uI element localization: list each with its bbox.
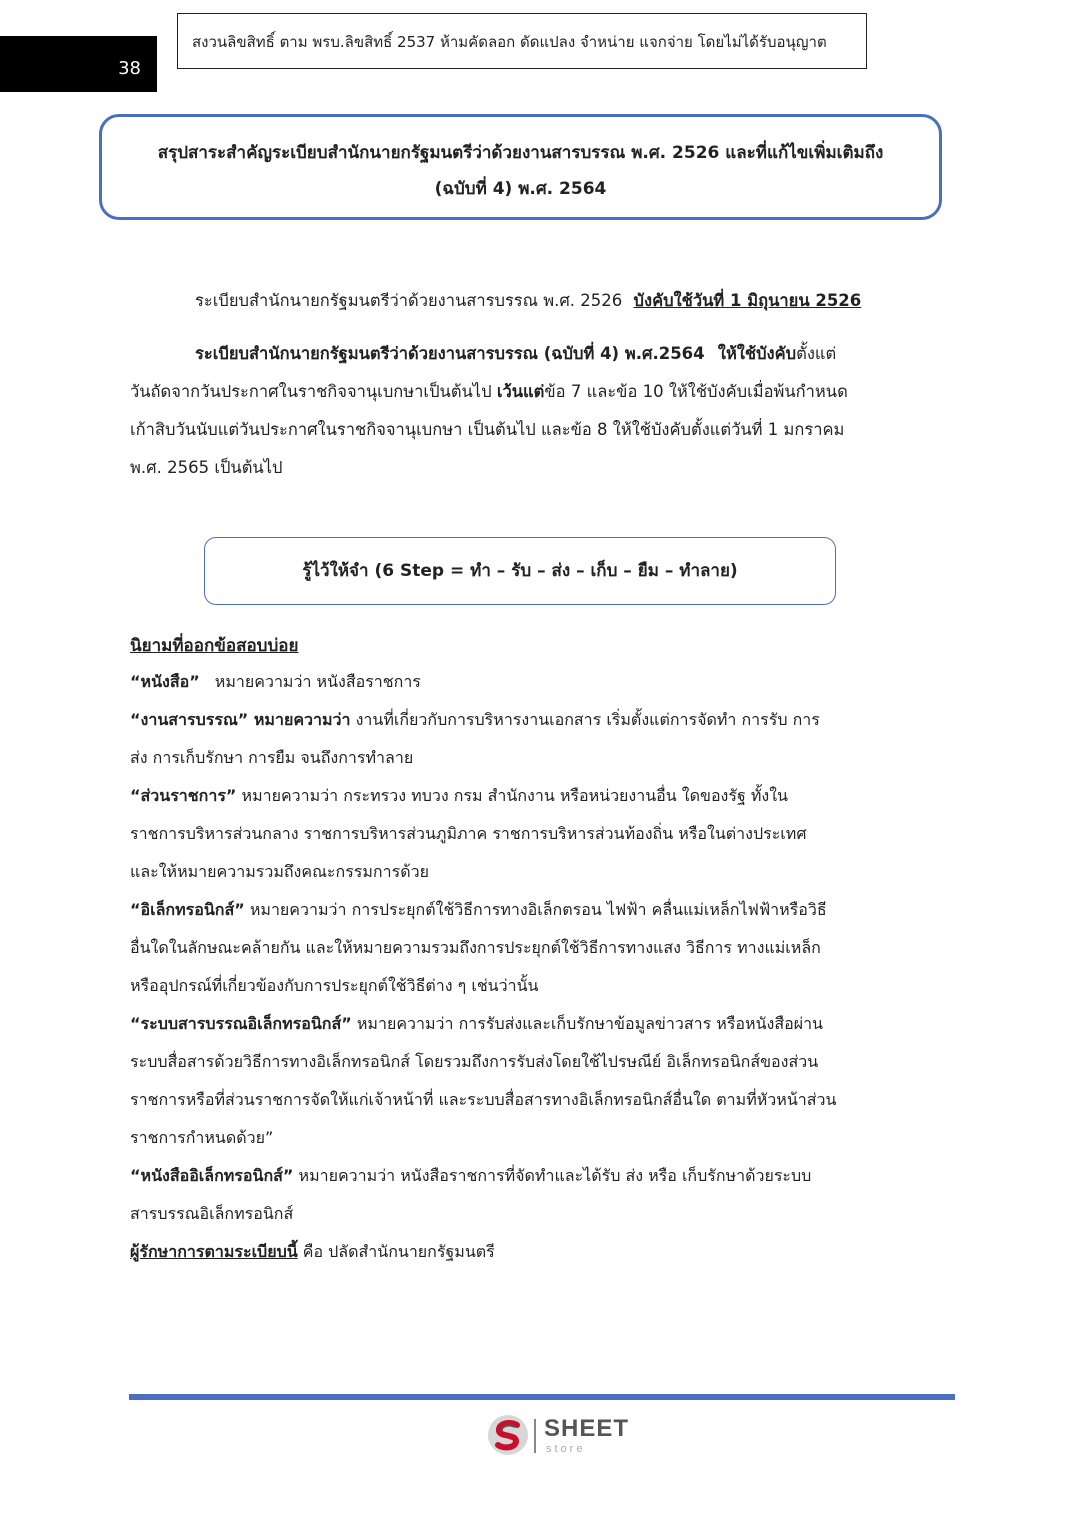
definition-2-line-2: ส่ง การเก็บรักษา การยืม จนถึงการทำลาย <box>130 748 414 767</box>
definition-text: หมายความว่า หนังสือราชการที่จัดทำและได้รับ ส่ง หรือ เก็บรักษาด้วยระบบ <box>298 1166 812 1185</box>
definition-4 <box>130 898 827 923</box>
sheet-store-logo <box>486 1413 636 1459</box>
intro-p2-line2-bold: เว้นแต่ <box>496 382 545 401</box>
definition-text: คือ ปลัดสำนักนายกรัฐมนตรี <box>302 1242 495 1261</box>
definition-text: หมายความว่า กระทรวง ทบวง กรม สำนักงาน หรือหน่วยงานอื่น ใดของรัฐ ทั้งใน <box>241 786 788 805</box>
intro-paragraph-2-line-1 <box>195 341 836 367</box>
definition-5-line-4: ราชการกำหนดด้วย” <box>130 1128 274 1147</box>
logo-word: SHEET <box>544 1415 630 1442</box>
title-line-2: (ฉบับที่ 4) พ.ศ. 2564 <box>434 179 607 199</box>
intro-p1-text: ระเบียบสำนักนายกรัฐมนตรีว่าด้วยงานสารบรรณ พ.ศ. 2526 <box>195 291 623 310</box>
footer-bar <box>129 1394 955 1400</box>
definition-text: หมายความว่า การรับส่งและเก็บรักษาข้อมูลข่าวสาร หรือหนังสือผ่าน <box>356 1014 823 1033</box>
intro-p2-bold2: ให้ใช้บังคับ <box>717 344 797 363</box>
definition-2 <box>130 708 820 733</box>
intro-paragraph-2-line-2 <box>130 379 848 405</box>
definition-7 <box>130 1240 495 1265</box>
intro-p2-line2-b: ข้อ 7 และข้อ 10 ให้ใช้บังคับเมื่อพ้นกำหนด <box>544 382 848 401</box>
intro-p2-line2-a: วันถัดจากวันประกาศในราชกิจจานุเบกษาเป็นต้นไป <box>130 382 492 401</box>
intro-paragraph-1 <box>195 288 861 314</box>
definition-5 <box>130 1012 823 1037</box>
definition-5-line-2: ระบบสื่อสารด้วยวิธีการทางอิเล็กทรอนิกส์ โดยรวมถึงการรับส่งโดยใช้ไปรษณีย์ อิเล็กทรอนิกส์ของส่วน <box>130 1052 819 1071</box>
definition-3 <box>130 784 788 809</box>
definition-5-line-3: ราชการหรือที่ส่วนราชการจัดให้แก่เจ้าหน้าที่ และระบบสื่อสารทางอิเล็กทรอนิกส์อื่นใด ตามที่หัวหน้าส่วน <box>130 1090 837 1109</box>
definition-4-line-3: หรืออุปกรณ์ที่เกี่ยวข้องกับการประยุกต์ใช้วิธีต่าง ๆ เช่นว่านั้น <box>130 976 539 995</box>
definition-text: หมายความว่า การประยุกต์ใช้วิธีการทางอิเล็กตรอน ไฟฟ้า คลื่นแม่เหล็กไฟฟ้าหรือวิธี <box>249 900 827 919</box>
logo-sub: store <box>546 1443 586 1455</box>
definition-4-line-2: อื่นใดในลักษณะคล้ายกัน และให้หมายความรวมถึงการประยุกต์ใช้วิธีการทางแสง วิธีการ ทางแม่เหล็ก <box>130 938 821 957</box>
intro-p2-bold: ระเบียบสำนักนายกรัฐมนตรีว่าด้วยงานสารบรรณ (ฉบับที่ 4) พ.ศ.2564 <box>195 344 705 363</box>
definition-1 <box>130 670 421 695</box>
definition-3-line-2: ราชการบริหารส่วนกลาง ราชการบริหารส่วนภูมิภาค ราชการบริหารส่วนท้องถิ่น หรือในต่างประเทศ <box>130 824 807 843</box>
definition-term: “หนังสืออิเล็กทรอนิกส์” <box>130 1166 294 1185</box>
logo-divider <box>534 1419 536 1453</box>
definition-term: “ระบบสารบรรณอิเล็กทรอนิกส์” <box>130 1014 352 1033</box>
definition-6 <box>130 1164 811 1189</box>
intro-p2-rest: ตั้งแต่ <box>796 344 837 363</box>
copyright-notice: สงวนลิขสิทธิ์ ตาม พรบ.ลิขสิทธิ์ 2537 ห้ามคัดลอก ดัดแปลง จำหน่าย แจกจ่าย โดยไม่ได้รับอนุญาต <box>177 13 867 69</box>
definitions-heading: นิยามที่ออกข้อสอบบ่อย <box>130 636 299 656</box>
title-box <box>99 114 942 220</box>
remember-box: รู้ไว้ให้จำ (6 Step = ทำ – รับ – ส่ง – เก็บ – ยืม – ทำลาย) <box>204 537 836 605</box>
definition-term: ผู้รักษาการตามระเบียบนี้ <box>130 1242 298 1261</box>
title-line-1: สรุปสาระสำคัญระเบียบสำนักนายกรัฐมนตรีว่าด้วยงานสารบรรณ พ.ศ. 2526 และที่แก้ไขเพิ่มเติมถึง <box>157 143 884 163</box>
page-number: 38 <box>118 58 141 79</box>
intro-p1-effective: บังคับใช้วันที่ 1 มิถุนายน 2526 <box>633 291 862 310</box>
definition-term: “อิเล็กทรอนิกส์” <box>130 900 245 919</box>
definition-3-line-3: และให้หมายความรวมถึงคณะกรรมการด้วย <box>130 862 429 881</box>
definition-term: “หนังสือ” <box>130 672 200 691</box>
page-number-box <box>0 36 157 92</box>
definition-term: “งานสารบรรณ” หมายความว่า <box>130 710 351 729</box>
intro-paragraph-2-line-3: เก้าสิบวันนับแต่วันประกาศในราชกิจจานุเบกษา เป็นต้นไป และข้อ 8 ให้ใช้บังคับตั้งแต่วันที่ 1 มกราคม <box>130 420 845 439</box>
definition-term: “ส่วนราชการ” <box>130 786 237 805</box>
definition-text: งานที่เกี่ยวกับการบริหารงานเอกสาร เริ่มตั้งแต่การจัดทำ การรับ การ <box>355 710 820 729</box>
logo-s-icon <box>486 1413 530 1457</box>
definition-6-line-2: สารบรรณอิเล็กทรอนิกส์ <box>130 1204 294 1223</box>
definition-text: หมายความว่า หนังสือราชการ <box>214 672 421 691</box>
intro-paragraph-2-line-4: พ.ศ. 2565 เป็นต้นไป <box>130 458 283 477</box>
